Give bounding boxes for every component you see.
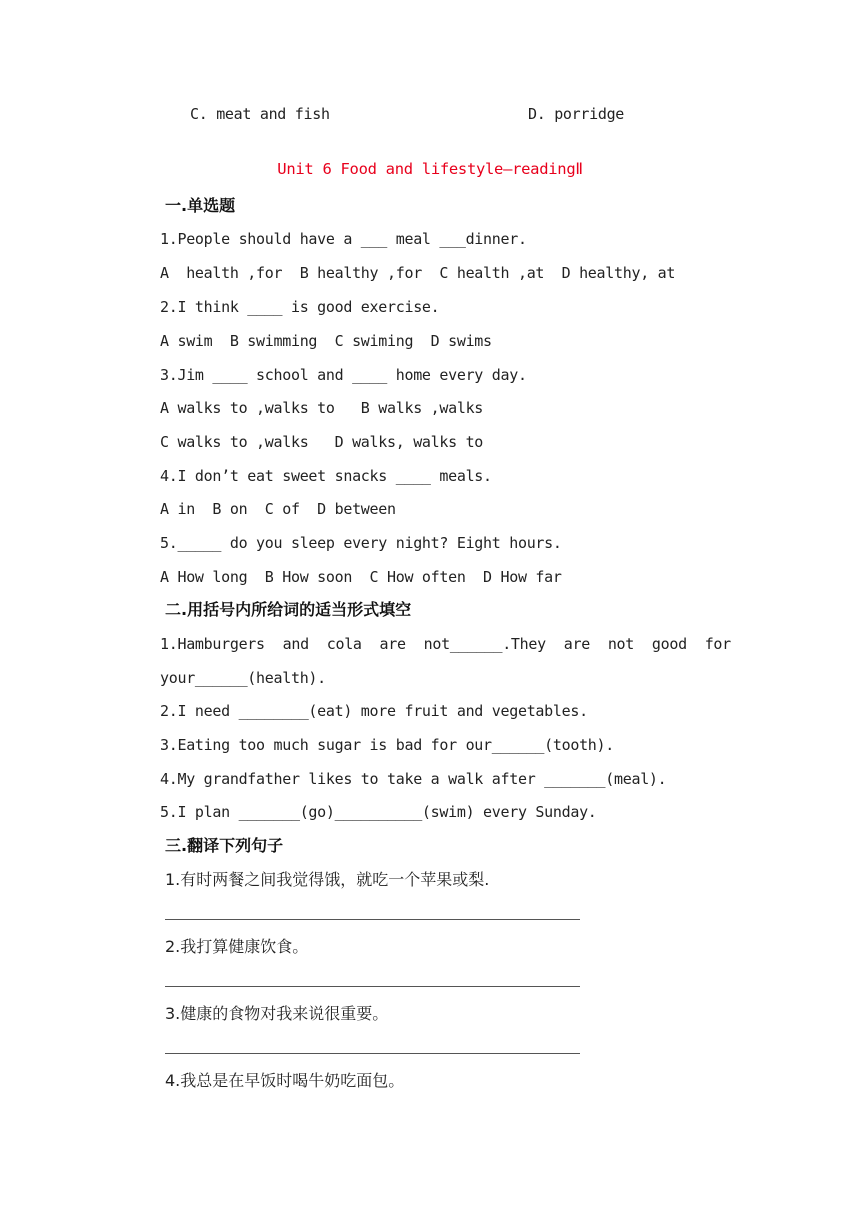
question-line: 3.Jim ____ school and ____ home every day. bbox=[160, 366, 527, 384]
section-heading-multiple-choice: 一.单选题 bbox=[165, 196, 236, 215]
question-line: 4.I don’t eat sweet snacks ____ meals. bbox=[160, 467, 492, 485]
translation-prompt: 3.健康的食物对我来说很重要。 bbox=[165, 1004, 389, 1023]
choices-line: A walks to ,walks to B walks ,walks bbox=[160, 399, 484, 417]
answer-line[interactable] bbox=[165, 1053, 580, 1054]
option-c: C. meat and fish bbox=[190, 105, 330, 123]
answer-line[interactable] bbox=[165, 919, 580, 920]
question-line bbox=[160, 633, 731, 655]
section-heading-translation: 三.翻译下列句子 bbox=[165, 836, 284, 855]
translation-prompt: 1.有时两餐之间我觉得饿，就吃一个苹果或梨. bbox=[165, 870, 490, 889]
answer-line[interactable] bbox=[165, 986, 580, 987]
word: not______.They bbox=[423, 635, 546, 653]
word: for bbox=[704, 635, 731, 653]
choices-line: A swim B swimming C swiming D swims bbox=[160, 332, 492, 350]
question-line: 3.Eating too much sugar is bad for our______(tooth). bbox=[160, 736, 615, 754]
word: are bbox=[379, 635, 406, 653]
word: 1.Hamburgers bbox=[160, 635, 265, 653]
question-line: 2.I need ________(eat) more fruit and vegetables. bbox=[160, 702, 588, 720]
question-line: 5.I plan _______(go)__________(swim) every Sunday. bbox=[160, 803, 597, 821]
word: not bbox=[607, 635, 635, 653]
question-line: 2.I think ____ is good exercise. bbox=[160, 298, 440, 316]
question-line: 4.My grandfather likes to take a walk after _______(meal). bbox=[160, 770, 667, 788]
translation-prompt: 4.我总是在早饭时喝牛奶吃面包。 bbox=[165, 1071, 405, 1090]
choices-line: C walks to ,walks D walks, walks to bbox=[160, 433, 484, 451]
section-heading-fill-in: 二.用括号内所给词的适当形式填空 bbox=[165, 600, 412, 619]
translation-prompt: 2.我打算健康饮食。 bbox=[165, 937, 309, 956]
word: good bbox=[651, 635, 687, 653]
unit-title: Unit 6 Food and lifestyle—readingⅡ bbox=[277, 160, 583, 178]
option-d: D. porridge bbox=[528, 105, 625, 123]
choices-line: A health ,for B healthy ,for C health ,at D healthy, at bbox=[160, 264, 676, 282]
word: are bbox=[563, 635, 590, 653]
word: cola bbox=[326, 635, 362, 653]
choices-line: A How long B How soon C How often D How far bbox=[160, 568, 562, 586]
question-line: 1.People should have a ___ meal ___dinner. bbox=[160, 230, 527, 248]
question-line: 5._____ do you sleep every night? Eight hours. bbox=[160, 534, 562, 552]
question-line-continued: your______(health). bbox=[160, 669, 326, 687]
choices-line: A in B on C of D between bbox=[160, 500, 396, 518]
word: and bbox=[282, 635, 309, 653]
